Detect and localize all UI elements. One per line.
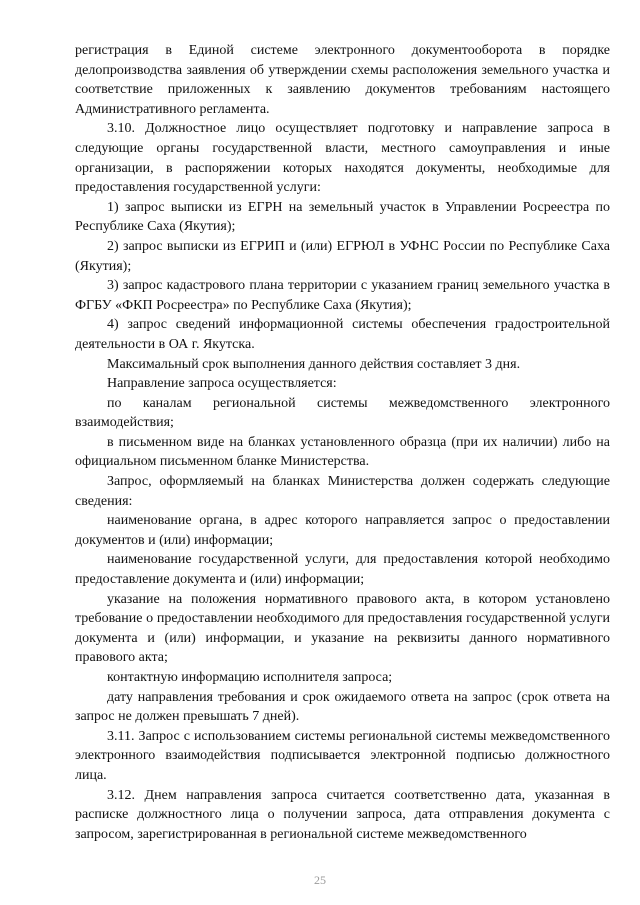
- document-body: [75, 41, 610, 844]
- paragraph: 3) запрос кадастрового плана территории с указанием границ земельного участка в ФГБУ «ФКП Росреестра» по Республике Саха (Якутия);: [75, 278, 610, 313]
- paragraph: Направление запроса осуществляется:: [107, 376, 337, 392]
- paragraph: наименование государственной услуги, для предоставления которой необходимо предоставление документа и (или) информации;: [75, 552, 610, 588]
- paragraph: дату направления требования и срок ожидаемого ответа на запрос (срок ответа на запрос не должен превышать 7 дней).: [75, 689, 610, 725]
- paragraph: Запрос, оформляемый на бланках Министерства должен содержать следующие сведения:: [75, 474, 610, 509]
- paragraph: по каналам региональной системы межведомственного электронного взаимодействия;: [75, 395, 610, 431]
- paragraph: регистрация в Единой системе электронного документооборота в порядке делопроизводства заявления об утверждении схемы расположения земельного участка и соответствие приложенных к заявлению документов требованиям настоящего Административного регламента.: [75, 43, 610, 117]
- paragraph: 3.10. Должностное лицо осуществляет подготовку и направление запроса в следующие органы государственной власти, местного самоуправления и иные организации, в распоряжении которых находятся документы, необходимые для предоставления государственной услуги:: [75, 121, 610, 196]
- page-number: 25: [314, 873, 326, 887]
- paragraph: Максимальный срок выполнения данного действия составляет 3 дня.: [107, 356, 521, 372]
- paragraph: наименование органа, в адрес которого направляется запрос о предоставлении документов и (или) информации;: [75, 513, 610, 548]
- paragraph: контактную информацию исполнителя запроса;: [107, 670, 393, 685]
- paragraph: 3.11. Запрос с использованием системы региональной системы межведомственного электронного взаимодействия подписывается электронной подписью должностного лица.: [75, 728, 610, 783]
- paragraph: 1) запрос выписки из ЕГРН на земельный участок в Управлении Росреестра по Республике Саха (Якутия);: [75, 199, 610, 235]
- paragraph: 2) запрос выписки из ЕГРИП и (или) ЕГРЮЛ в УФНС России по Республике Саха (Якутия);: [75, 238, 610, 274]
- paragraph: 3.12. Днем направления запроса считается соответственно дата, указанная в расписке должностного лица о получении запроса, дата отправления документа с запросом, зарегистрированная в региональной системе межведомственного: [75, 787, 610, 842]
- paragraph: 4) запрос сведений информационной системы обеспечения градостроительной деятельности в ОА г. Якутска.: [75, 317, 610, 352]
- paragraph: в письменном виде на бланках установленного образца (при их наличии) либо на официальном письменном бланке Министерства.: [75, 434, 610, 470]
- paragraph: указание на положения нормативного правового акта, в котором установлено требование о предоставлении необходимого для предоставления государственной услуги документа и (или) информации, и указание на реквизиты данного нормативного правового акта;: [75, 591, 610, 666]
